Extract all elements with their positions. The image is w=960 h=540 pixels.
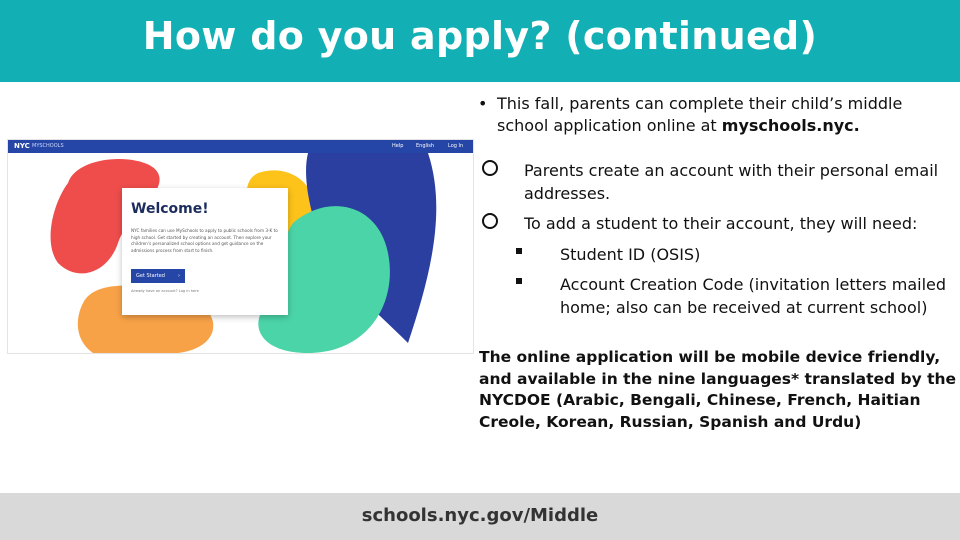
bullet-dot-icon: • (478, 94, 488, 113)
chevron-right-icon: › (178, 273, 180, 279)
mobile-languages-note: The online application will be mobile device friendly, and available in the nine languages* translated by the NYCDOE (Arabic, Bengali, Chinese, French, Haitian Creole, Korean, Russian, Spanish and Urdu) (479, 348, 957, 431)
welcome-card (122, 188, 288, 315)
title-bar (0, 0, 960, 82)
sub-item-2: To add a student to their account, they will need: (524, 214, 918, 233)
square-bullet-icon (516, 248, 522, 254)
sub-sub-item-2: Account Creation Code (invitation letters mailed home; also can be received at current school) (560, 275, 947, 317)
myschools-brand: MYSCHOOLS (32, 143, 64, 149)
sub-item-1: Parents create an account with their personal email addresses. (524, 161, 939, 203)
welcome-body: NYC families can use MySchools to apply to public schools from 3-K to high school. Get started by creating an account. Then explore your children's personalized school options and get guidance on the admissions process from start to finish. (131, 228, 278, 253)
myschools-link[interactable]: myschools.nyc. (721, 116, 860, 135)
language-selector[interactable]: English (416, 143, 435, 149)
get-started-label: Get Started (136, 273, 165, 279)
footer-url[interactable]: schools.nyc.gov/Middle (361, 505, 599, 526)
get-started-button[interactable] (131, 269, 185, 283)
signin-link[interactable]: Already have an account? Log in here (131, 289, 199, 293)
myschools-screenshot (8, 140, 473, 353)
circle-bullet-icon (482, 160, 498, 176)
login-link[interactable]: Log In (448, 143, 464, 149)
main-bullet-prefix: This fall, parents can complete their child’s middle school application online at (497, 94, 903, 135)
welcome-heading: Welcome! (131, 201, 209, 217)
help-link[interactable]: Help (392, 143, 404, 149)
main-bullet-text (497, 93, 948, 137)
myschools-nav-bar (8, 140, 473, 153)
footer-bar (0, 493, 960, 540)
nyc-logo: NYC (14, 142, 30, 150)
square-bullet-icon (516, 278, 522, 284)
circle-bullet-icon (482, 213, 498, 229)
sub-sub-item-1: Student ID (OSIS) (560, 245, 701, 264)
slide-title: How do you apply? (continued) (142, 14, 818, 58)
main-bullet (478, 93, 948, 137)
